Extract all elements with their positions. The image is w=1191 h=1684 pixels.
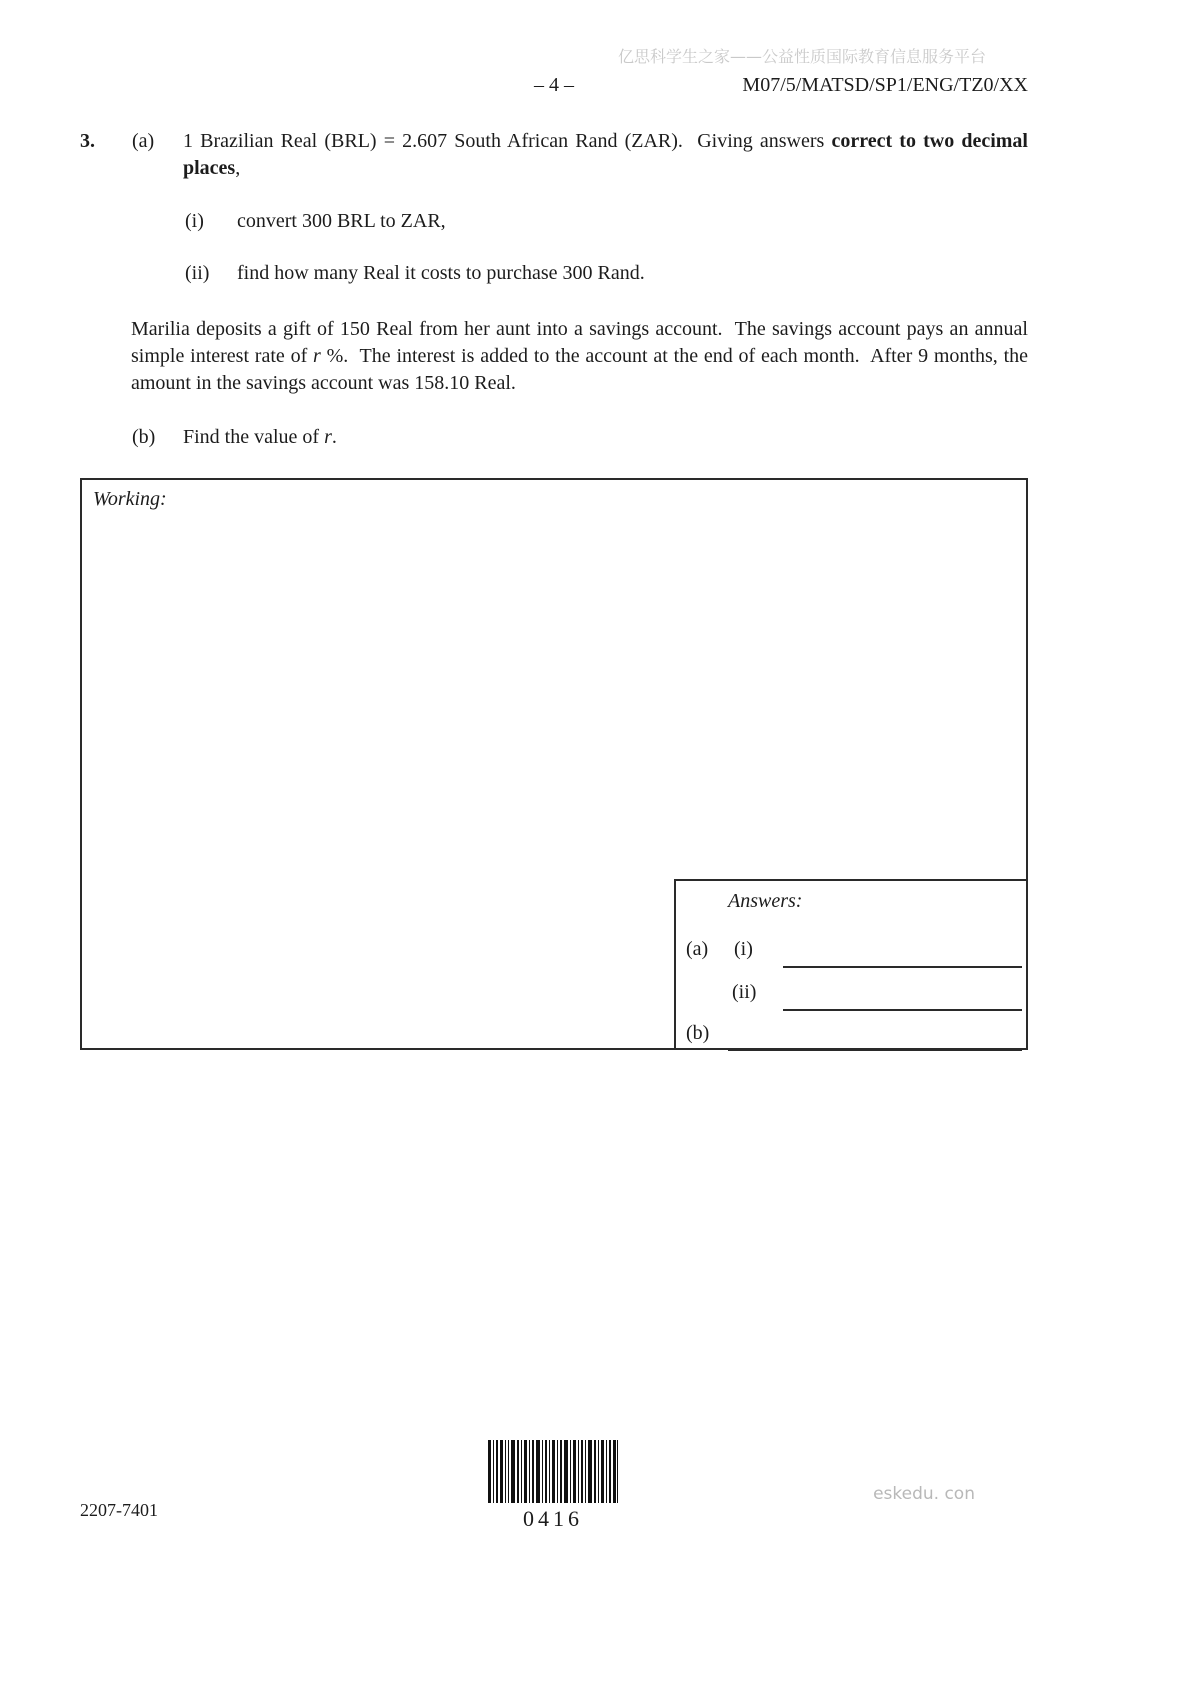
question-number: 3. xyxy=(80,130,95,152)
question-3-part-b xyxy=(80,424,1028,451)
answer-line-a-ii xyxy=(783,1009,1022,1011)
item-ii-text: find how many Real it costs to purchase 300 Rand. xyxy=(237,262,645,284)
part-a-label: (a) xyxy=(132,130,155,152)
working-box xyxy=(80,478,1028,1050)
question-3-item-i xyxy=(80,208,1028,235)
barcode xyxy=(488,1440,618,1503)
answer-line-b xyxy=(728,1049,1022,1051)
part-b-text: Find the value of r. xyxy=(183,426,337,448)
part-a-text: 1 Brazilian Real (BRL) = 2.607 South African Rand (ZAR). Giving answers correct to two decimal places, xyxy=(183,130,1033,179)
working-label: Working: xyxy=(93,488,167,510)
item-ii-label: (ii) xyxy=(185,262,210,284)
page-number: – 4 – xyxy=(534,74,574,96)
item-i-text: convert 300 BRL to ZAR, xyxy=(237,210,446,232)
answers-box xyxy=(674,879,1026,1048)
variable-r: r xyxy=(313,345,321,367)
answer-a-label: (a) xyxy=(686,938,709,960)
paper-code: M07/5/MATSD/SP1/ENG/TZ0/XX xyxy=(742,74,1028,96)
bold-instruction: correct to two decimal places xyxy=(183,130,1033,179)
bottom-watermark: eskedu. con xyxy=(873,1484,975,1504)
answer-i-label: (i) xyxy=(734,938,753,960)
answer-line-a-i xyxy=(783,966,1022,968)
question-3-part-a xyxy=(80,128,1033,182)
barcode-number: 0416 xyxy=(523,1506,583,1531)
question-3-paragraph: Marilia deposits a gift of 150 Real from her aunt into a savings account. The savings account pays an annual simple interest rate of r %. The interest is added to the account at the end of each month. After 9 months, the amount in the savings account was 158.10 Real. xyxy=(131,318,1034,394)
item-i-label: (i) xyxy=(185,210,204,232)
question-3-item-ii xyxy=(80,260,1028,287)
answers-label: Answers: xyxy=(728,890,803,912)
part-b-label: (b) xyxy=(132,426,156,448)
answer-b-label: (b) xyxy=(686,1022,710,1044)
document-number: 2207-7401 xyxy=(80,1500,158,1520)
answer-ii-label: (ii) xyxy=(732,981,757,1003)
top-watermark: 亿思科学生之家——公益性质国际教育信息服务平台 xyxy=(617,47,986,66)
variable-r: r xyxy=(324,426,332,448)
